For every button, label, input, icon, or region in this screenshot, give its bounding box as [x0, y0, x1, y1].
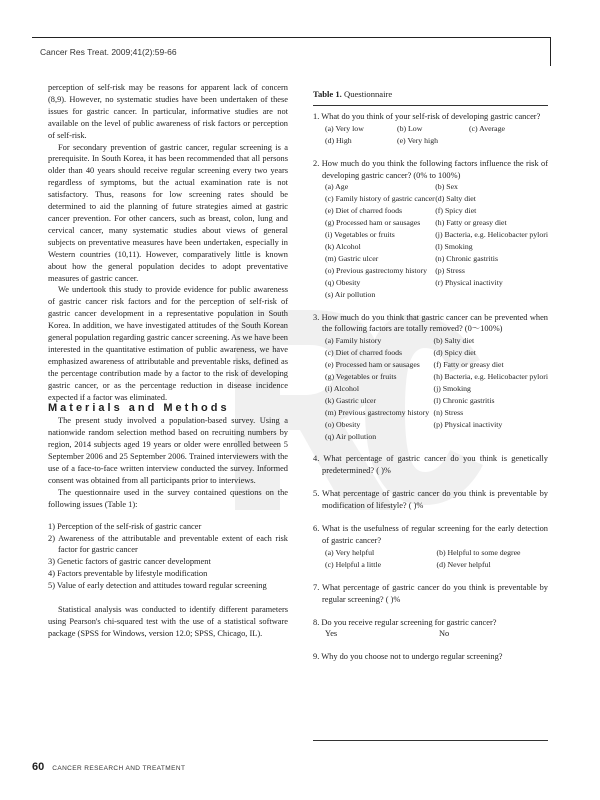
option: (h) Fatty or greasy diet — [435, 218, 507, 228]
option: (p) Stress — [435, 265, 465, 275]
option: (a) Family history — [325, 336, 382, 346]
question-options — [313, 123, 548, 147]
option: (j) Bacteria, e.g. Helicobacter pylori — [435, 230, 548, 240]
question-text-body: 5. What percentage of gastric cancer do you think is preventable by modification of lifestyle? — [313, 489, 548, 511]
option: (n) Stress — [433, 407, 464, 417]
percent-blank: ( )% — [376, 466, 391, 476]
option: (e) Processed ham or sausages — [325, 360, 420, 370]
question-text: 8. Do you receive regular screening for gastric cancer? — [313, 617, 497, 627]
question-text — [313, 582, 548, 606]
option: No — [439, 629, 450, 639]
question-text: 6. What is the usefulness of regular screening for the early detection of gastric cancer? — [313, 524, 548, 545]
running-header — [32, 37, 551, 66]
paragraph: perception of self-risk may be reasons for apparent lack of concern (8,9). However, no systematic studies have been undertaken of these issues for gastric cancer. In particular, informative studies are not available on the level of public awareness of risk factors or perception of self-risk. — [48, 83, 288, 140]
option: (f) Fatty or greasy diet — [433, 360, 504, 370]
option: (m) Previous gastrectomy history — [325, 407, 430, 417]
list-item: 1) Perception of the self-risk of gastric cancer — [48, 521, 202, 531]
left-column — [48, 82, 288, 640]
question-5 — [313, 488, 548, 512]
table-top-rule — [313, 105, 548, 106]
page-number: 60 — [32, 761, 45, 773]
option: (a) Very low — [325, 123, 364, 133]
option: (q) Air pollution — [325, 431, 377, 441]
question-6 — [313, 523, 548, 571]
option: (s) Air pollution — [325, 289, 376, 299]
option: (p) Physical inactivity — [433, 419, 503, 429]
option: (q) Obesity — [325, 277, 361, 287]
option: (m) Gastric ulcer — [325, 253, 379, 263]
option: (l) Chronic gastritis — [433, 395, 495, 405]
table-label: Table 1. — [313, 89, 342, 99]
option: (d) Never helpful — [436, 559, 491, 569]
paragraph: The questionnaire used in the survey contained questions on the following issues (Table 1): — [48, 487, 288, 509]
question-3 — [313, 312, 548, 443]
option: (f) Spicy diet — [435, 206, 477, 216]
questionnaire-table — [313, 89, 548, 674]
option: (j) Smoking — [433, 383, 471, 393]
paragraph: The present study involved a population-based survey. Using a nationwide random selection method based on recruiting numbers by region, 2014 subjects aged 19 years or older were enrolled between 5 September 2006 and 25 September 2006. Trained interviewers with the use of a face-to-face written interview conducted the survey. Informed consent was obtained from all participants prior to interviews. — [48, 416, 288, 485]
list-item: 4) Factors preventable by lifestyle modification — [48, 569, 208, 579]
option: (a) Very helpful — [325, 547, 375, 557]
option: Yes — [325, 629, 338, 639]
paragraph: We undertook this study to provide evidence for public awareness of gastric cancer risk factors and for the perception of self-risk of gastric cancer development in a representative population in South Korea. In addition, we have investigated attitudes of the South Korean general population regarding gastric cancer screening. As we have been interested in the quantitative estimation of public awareness, we have emphasized awareness of attributable and preventable risks, defined as the percentage contribution made by a factor to the risk of developing gastric cancer, or as the percentage reduction in disease incidence expected if a factor was eliminated. — [48, 285, 288, 402]
question-options — [313, 181, 548, 300]
paragraph: For secondary prevention of gastric cancer, regular screening is a prerequisite. In South Korea, it has been recommended that all persons older than 40 years should receive regular screening every two years regardless of symptoms, but the actual examination rate is not satisfactory. Thus, reasons for low screening rates should be determined to aid the planning of future strategies aimed at gastric cancer prevention. For other cancers, such as breast, colon, lung and cervical cancer, many systematic studies about views of general subjects on preventative measures have been undertaken, especially in Western countries (10,11). However, comparatively little is known about how the general population decides to adopt preventative measures of gastric cancer. — [48, 142, 288, 283]
option: (b) Sex — [435, 182, 458, 192]
option: (b) Salty diet — [433, 336, 475, 346]
table-bottom-rule — [313, 740, 548, 741]
option: (i) Vegetables or fruits — [325, 230, 395, 240]
option: (g) Processed ham or sausages — [325, 218, 421, 228]
header-citation: Cancer Res Treat. 2009;41(2):59-66 — [40, 47, 177, 57]
question-2 — [313, 158, 548, 301]
question-text-body: 4. What percentage of gastric cancer do you think is genetically predetermined? — [313, 454, 548, 476]
journal-name: CANCER RESEARCH AND TREATMENT — [52, 765, 186, 772]
option: (b) Low — [397, 123, 423, 133]
percent-blank: ( )% — [385, 594, 401, 604]
list-item: 3) Genetic factors of gastric cancer development — [48, 557, 211, 567]
question-7 — [313, 582, 548, 606]
question-text-body: 7. What percentage of gastric cancer do you think is preventable by regular screening? — [313, 582, 548, 604]
option: (d) Spicy diet — [433, 348, 476, 358]
option: (a) Age — [325, 182, 349, 192]
question-options — [313, 547, 548, 571]
option: (e) Diet of charred foods — [325, 206, 403, 216]
option: (o) Previous gastrectomy history — [325, 265, 427, 275]
option: (c) Helpful a little — [325, 559, 382, 569]
table-caption — [313, 89, 548, 101]
option: (r) Physical inactivity — [435, 277, 503, 287]
question-options — [313, 628, 548, 640]
question-text — [313, 488, 548, 512]
question-1 — [313, 111, 548, 147]
paragraph: Statistical analysis was conducted to identify different parameters using Pearson's chi-squared test with the use of a statistical software package (SPSS for Windows, version 12.0; SPSS, Chicago, IL). — [48, 605, 288, 638]
section-title: Materials and Methods — [48, 402, 230, 415]
question-text: 2. How much do you think the following factors influence the risk of developing gastric cancer? (0% to 100%) — [313, 158, 548, 180]
issue-list — [48, 521, 288, 592]
question-text — [313, 453, 548, 477]
page-footer — [32, 757, 185, 775]
option: (h) Bacteria, e.g. Helicobacter pylori — [433, 372, 548, 382]
question-9 — [313, 651, 548, 663]
question-text: 3. How much do you think that gastric cancer can be prevented when the following factors are totally removed? (0～100%) — [313, 312, 548, 334]
question-options — [313, 335, 548, 442]
option: (k) Alcohol — [325, 241, 361, 251]
table-title: Questionnaire — [343, 89, 393, 99]
option: (o) Obesity — [325, 419, 361, 429]
list-item: 5) Value of early detection and attitudes toward regular screening — [48, 581, 267, 591]
option: (k) Gastric ulcer — [325, 395, 377, 405]
option: (d) High — [325, 135, 352, 145]
question-8 — [313, 617, 548, 641]
question-text: 1. What do you think of your self-risk of developing gastric cancer? — [313, 111, 541, 121]
option: (l) Smoking — [435, 241, 473, 251]
option: (b) Helpful to some degree — [436, 547, 521, 557]
question-text: 9. Why do you choose not to undergo regular screening? — [313, 652, 503, 662]
question-4 — [313, 453, 548, 477]
option: (i) Alcohol — [325, 383, 359, 393]
option: (c) Average — [469, 123, 505, 133]
list-item: 2) Awareness of the attributable and preventable extent of each risk factor for gastric cancer — [48, 533, 288, 555]
option: (d) Salty diet — [435, 194, 476, 204]
option: (g) Vegetables or fruits — [325, 372, 397, 382]
option: (e) Very high — [397, 135, 438, 145]
percent-blank: ( )% — [408, 501, 424, 511]
option: (c) Family history of gastric cancer — [325, 194, 435, 204]
option: (n) Chronic gastritis — [435, 253, 499, 263]
option: (c) Diet of charred foods — [325, 348, 403, 358]
